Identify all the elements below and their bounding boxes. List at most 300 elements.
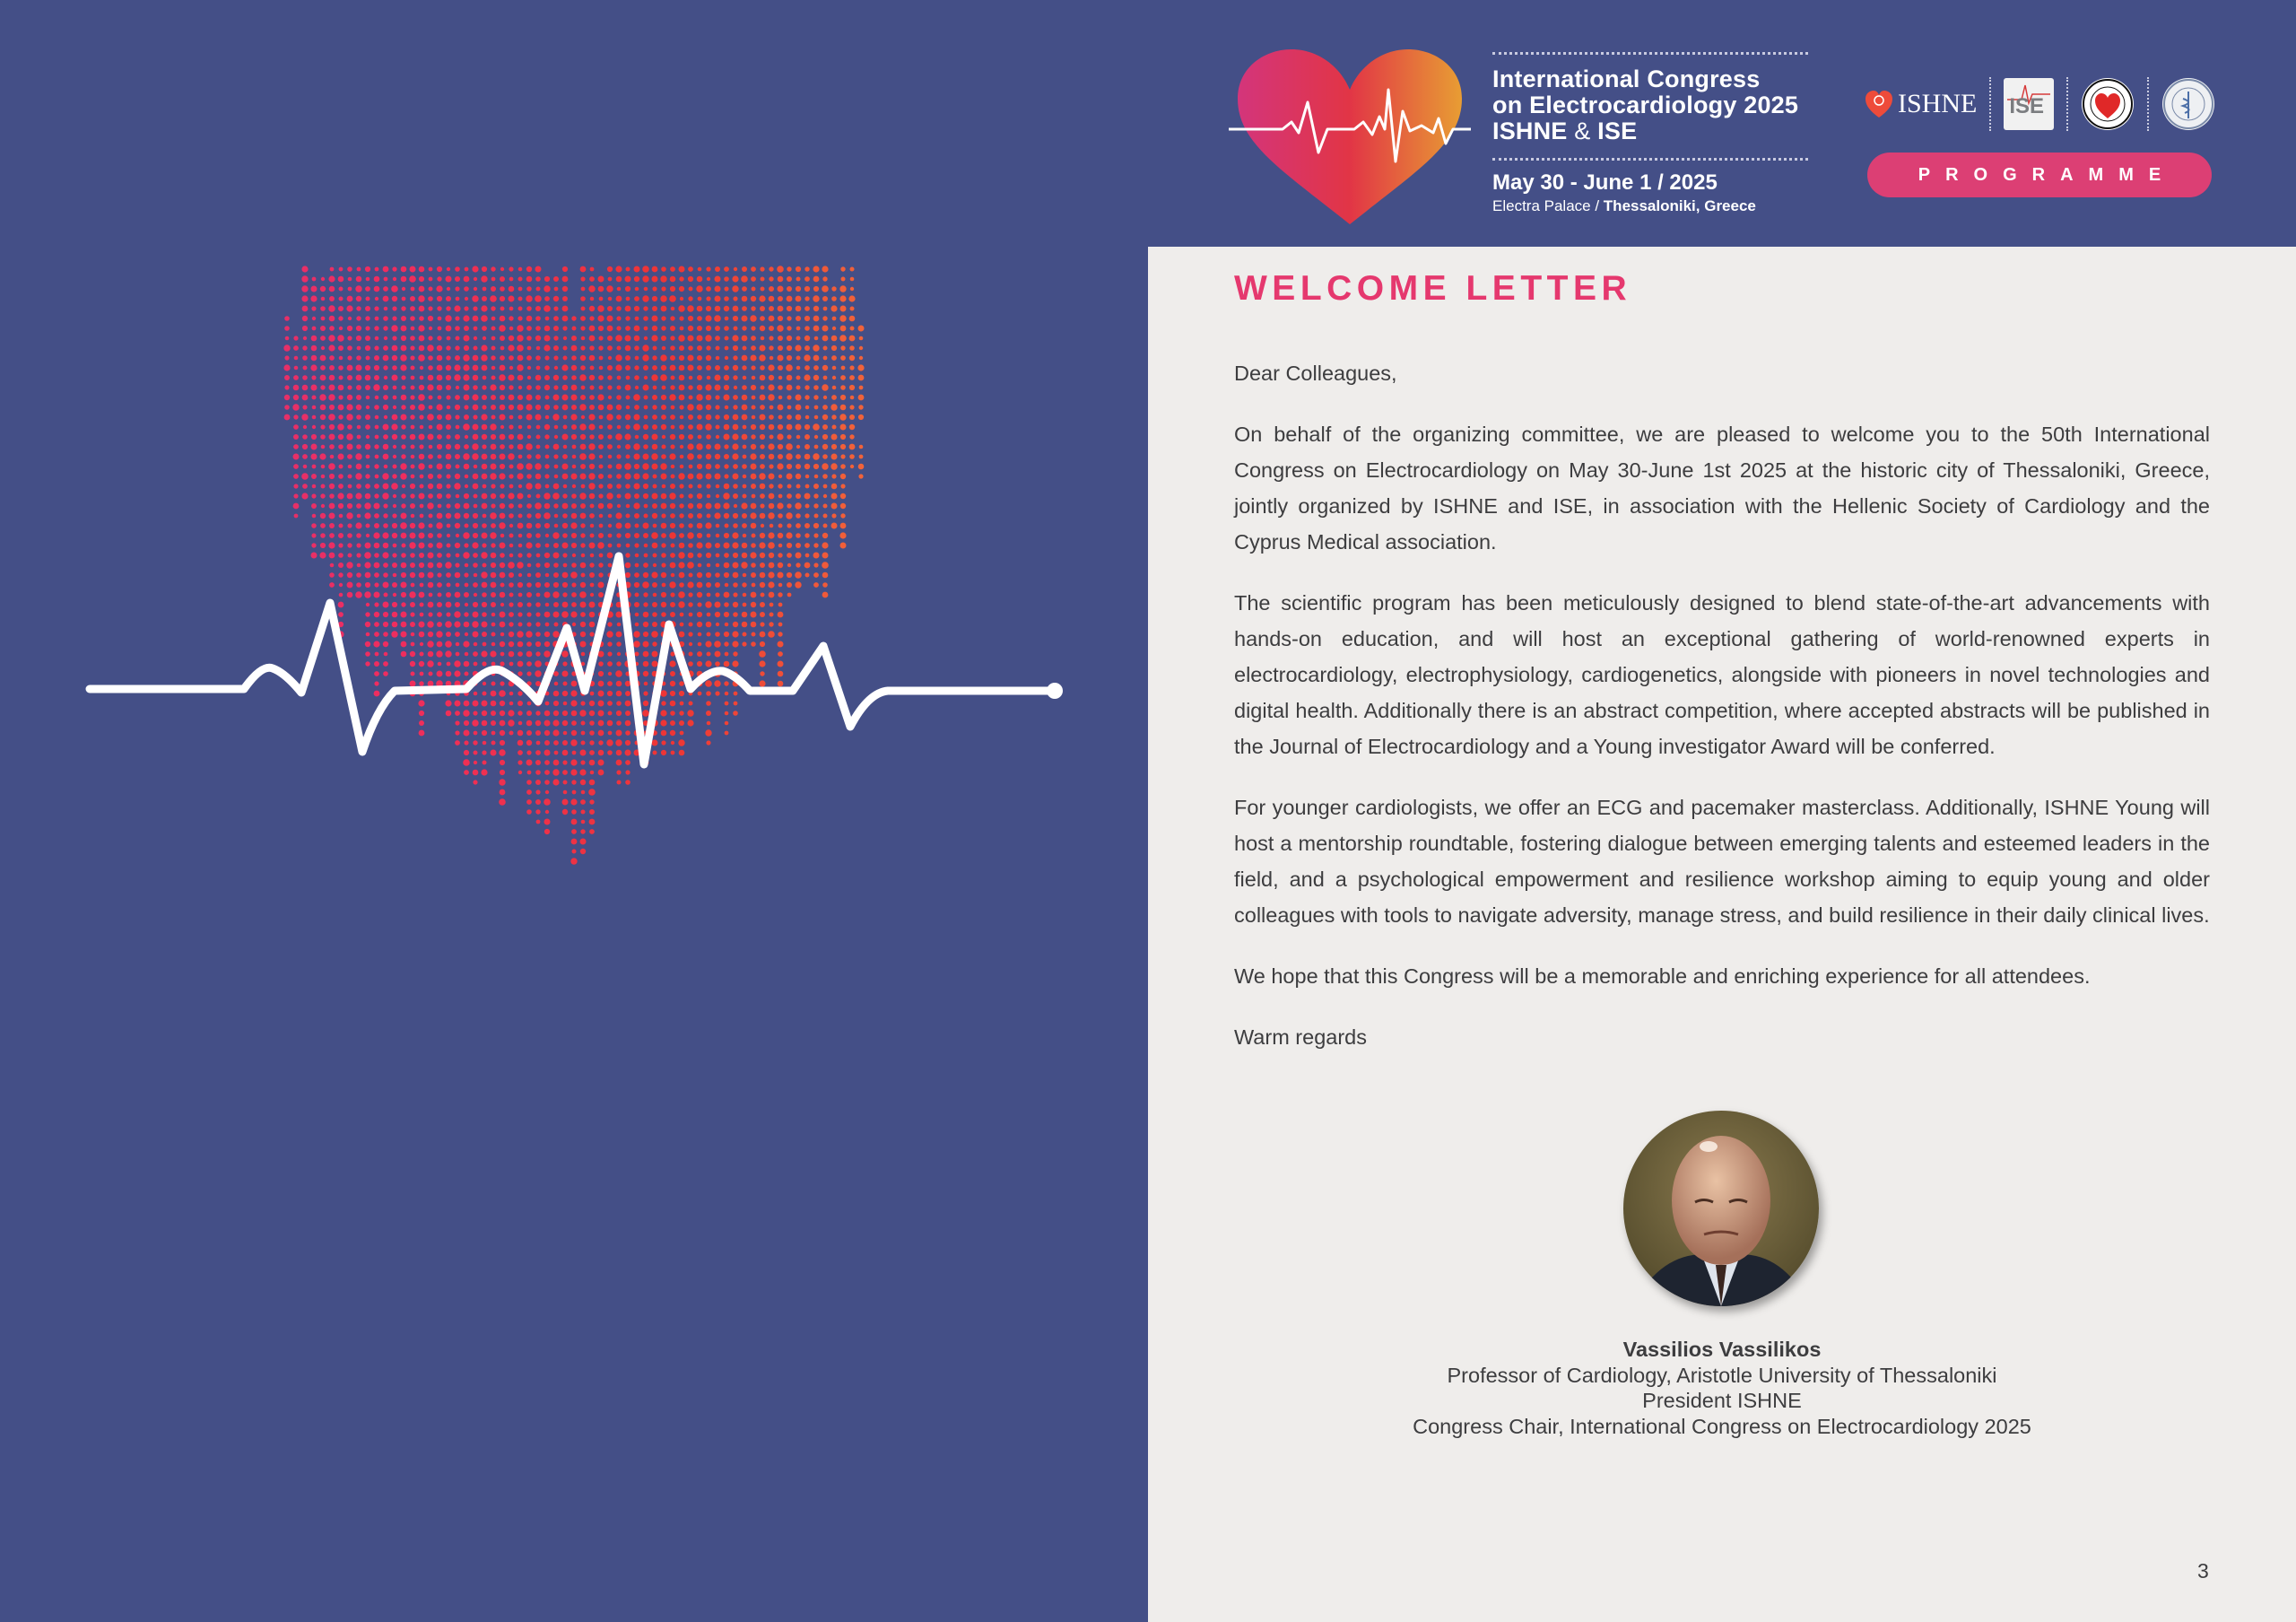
halftone-dot	[509, 593, 514, 597]
halftone-dot	[347, 355, 352, 360]
halftone-dot	[706, 405, 711, 410]
halftone-dot	[472, 394, 478, 400]
halftone-dot	[491, 731, 496, 736]
halftone-dot	[759, 660, 765, 667]
halftone-dot	[778, 603, 783, 607]
halftone-dot	[465, 632, 468, 636]
halftone-dot	[562, 760, 567, 764]
halftone-dot	[500, 612, 506, 618]
halftone-dot	[535, 405, 541, 410]
halftone-dot	[813, 375, 819, 380]
halftone-dot	[328, 414, 335, 421]
halftone-dot	[571, 819, 578, 825]
halftone-dot	[527, 366, 531, 370]
halftone-dot	[482, 602, 487, 607]
halftone-dot	[643, 572, 648, 578]
halftone-dot	[778, 583, 783, 588]
halftone-dot	[420, 514, 424, 519]
halftone-dot	[598, 336, 603, 340]
halftone-dot	[679, 365, 685, 371]
halftone-dot	[329, 523, 335, 528]
halftone-dot	[526, 780, 532, 785]
halftone-dot	[482, 296, 487, 301]
halftone-dot	[688, 296, 692, 301]
halftone-dot	[437, 612, 442, 617]
halftone-dot	[365, 365, 370, 371]
halftone-dot	[671, 741, 674, 745]
halftone-dot	[850, 396, 855, 400]
halftone-dot	[705, 641, 711, 647]
halftone-dot	[455, 503, 460, 509]
halftone-dot	[491, 454, 497, 460]
halftone-dot	[822, 533, 828, 538]
halftone-dot	[670, 266, 675, 272]
halftone-dot	[651, 453, 657, 459]
halftone-dot	[419, 562, 424, 568]
halftone-dot	[544, 523, 550, 528]
halftone-dot	[347, 296, 353, 302]
halftone-dot	[337, 493, 344, 499]
halftone-dot	[724, 602, 729, 607]
halftone-dot	[302, 326, 308, 331]
halftone-dot	[401, 395, 407, 401]
halftone-dot	[760, 484, 766, 490]
halftone-dot	[707, 593, 711, 597]
halftone-dot	[608, 672, 612, 676]
halftone-dot	[670, 730, 675, 736]
halftone-dot	[715, 414, 719, 419]
halftone-dot	[778, 533, 783, 538]
programme-button[interactable]: PROGRAMME	[1867, 153, 2212, 197]
halftone-dot	[545, 317, 550, 321]
halftone-dot	[634, 533, 639, 538]
halftone-dot	[500, 385, 505, 390]
halftone-dot	[625, 355, 631, 361]
halftone-dot	[813, 306, 819, 311]
halftone-dot	[840, 345, 845, 350]
halftone-dot	[339, 267, 344, 272]
halftone-dot	[328, 275, 335, 282]
halftone-dot	[562, 582, 568, 588]
halftone-dot	[481, 305, 487, 311]
halftone-dot	[392, 553, 396, 557]
halftone-dot	[312, 425, 316, 429]
halftone-dot	[509, 524, 513, 528]
halftone-dot	[580, 316, 586, 321]
halftone-dot	[760, 306, 765, 311]
halftone-dot	[688, 493, 692, 498]
halftone-dot	[580, 562, 587, 569]
halftone-dot	[743, 494, 747, 499]
halftone-dot	[284, 375, 290, 380]
halftone-dot	[581, 386, 586, 390]
halftone-dot	[509, 355, 514, 361]
halftone-dot	[634, 493, 639, 499]
halftone-dot	[319, 552, 326, 558]
halftone-dot	[777, 266, 784, 273]
halftone-dot	[733, 562, 739, 569]
halftone-dot	[624, 473, 631, 479]
halftone-dot	[293, 424, 299, 430]
halftone-dot	[420, 672, 424, 676]
halftone-dot	[428, 572, 434, 579]
halftone-dot	[653, 346, 657, 351]
halftone-dot	[419, 592, 425, 598]
halftone-dot	[509, 424, 513, 429]
halftone-dot	[366, 406, 370, 409]
halftone-dot	[428, 474, 433, 479]
halftone-dot	[580, 266, 587, 273]
halftone-dot	[500, 641, 505, 647]
halftone-dot	[419, 306, 425, 312]
halftone-dot	[526, 711, 532, 716]
halftone-dot	[733, 424, 739, 431]
halftone-dot	[839, 285, 846, 292]
halftone-dot	[544, 632, 550, 637]
halftone-dot	[761, 593, 765, 597]
halftone-dot	[491, 691, 497, 697]
halftone-dot	[500, 414, 506, 421]
halftone-dot	[598, 572, 603, 577]
halftone-dot	[796, 316, 801, 321]
halftone-dot	[724, 424, 730, 431]
halftone-dot	[661, 612, 666, 617]
halftone-dot	[401, 434, 406, 440]
halftone-dot	[455, 326, 460, 331]
halftone-dot	[500, 425, 504, 429]
halftone-dot	[383, 622, 388, 627]
halftone-dot	[752, 376, 756, 380]
halftone-dot	[554, 287, 559, 292]
halftone-dot	[733, 316, 738, 321]
halftone-dot	[716, 623, 719, 626]
halftone-dot	[437, 641, 443, 648]
halftone-dot	[725, 711, 729, 716]
halftone-dot	[383, 454, 389, 460]
halftone-dot	[813, 385, 819, 390]
halftone-dot	[411, 672, 415, 676]
halftone-dot	[598, 533, 604, 538]
halftone-dot	[509, 296, 515, 302]
halftone-dot	[446, 434, 450, 439]
halftone-dot	[822, 336, 829, 342]
halftone-dot	[849, 405, 854, 409]
halftone-dot	[796, 493, 801, 499]
halftone-dot	[420, 484, 424, 489]
halftone-dot	[347, 385, 352, 389]
halftone-dot	[473, 770, 479, 776]
halftone-dot	[311, 375, 316, 379]
halftone-dot	[544, 819, 551, 825]
halftone-dot	[554, 366, 558, 370]
halftone-dot	[339, 583, 343, 587]
halftone-dot	[312, 327, 317, 331]
halftone-dot	[500, 454, 506, 460]
halftone-dot	[839, 315, 846, 321]
halftone-dot	[680, 297, 683, 301]
halftone-dot	[589, 701, 595, 706]
halftone-dot	[751, 296, 756, 301]
halftone-dot	[571, 434, 577, 440]
halftone-dot	[599, 524, 604, 528]
halftone-dot	[472, 621, 478, 627]
halftone-dot	[348, 554, 352, 558]
halftone-dot	[552, 719, 559, 726]
halftone-dot	[356, 395, 361, 400]
halftone-dot	[626, 544, 631, 548]
halftone-dot	[535, 414, 542, 421]
halftone-dot	[607, 622, 612, 626]
halftone-dot	[724, 395, 730, 401]
halftone-dot	[634, 474, 640, 480]
halftone-dot	[562, 711, 568, 716]
halftone-dot	[411, 514, 415, 519]
halftone-dot	[392, 414, 398, 421]
halftone-dot	[840, 385, 846, 390]
halftone-dot	[302, 306, 309, 312]
halftone-dot	[716, 484, 720, 489]
halftone-dot	[742, 355, 748, 362]
halftone-dot	[517, 523, 524, 529]
halftone-dot	[401, 612, 407, 618]
halftone-dot	[509, 415, 514, 420]
halftone-dot	[455, 286, 459, 291]
page-title: WELCOME LETTER	[1234, 269, 1632, 308]
halftone-dot	[580, 799, 586, 805]
halftone-dot	[365, 345, 370, 351]
halftone-dot	[437, 365, 443, 371]
halftone-dot	[509, 286, 515, 292]
halftone-dot	[678, 562, 684, 568]
halftone-dot	[581, 287, 586, 292]
halftone-dot	[429, 514, 433, 519]
halftone-dot	[464, 740, 468, 745]
halftone-dot	[474, 504, 478, 509]
halftone-dot	[563, 336, 567, 340]
halftone-dot	[553, 711, 559, 716]
halftone-dot	[615, 433, 622, 440]
halftone-dot	[707, 277, 710, 281]
halftone-dot	[679, 681, 684, 686]
halftone-dot	[356, 316, 361, 320]
halftone-dot	[383, 612, 388, 617]
halftone-dot	[402, 297, 406, 301]
halftone-dot	[293, 503, 300, 510]
halftone-dot	[312, 317, 316, 320]
halftone-dot	[509, 395, 515, 401]
halftone-dot	[598, 730, 604, 737]
halftone-dot	[751, 641, 756, 647]
halftone-dot	[535, 295, 542, 302]
halftone-dot	[544, 553, 550, 558]
halftone-dot	[661, 365, 666, 371]
halftone-dot	[714, 680, 720, 686]
halftone-dot	[356, 543, 361, 547]
halftone-dot	[787, 543, 792, 548]
halftone-dot	[724, 562, 730, 569]
halftone-dot	[616, 711, 622, 716]
halftone-dot	[535, 336, 541, 341]
halftone-dot	[474, 761, 477, 764]
halftone-dot	[697, 316, 702, 321]
halftone-dot	[707, 563, 711, 568]
halftone-dot	[284, 395, 290, 400]
halftone-dot	[437, 602, 442, 607]
signatory-title: President ISHNE	[1642, 1389, 1802, 1412]
halftone-dot	[508, 562, 515, 569]
halftone-dot	[840, 454, 845, 458]
halftone-dot	[384, 376, 387, 379]
halftone-dot	[437, 671, 443, 677]
halftone-dot	[598, 286, 604, 292]
halftone-dot	[482, 582, 488, 589]
halftone-dot	[410, 414, 414, 419]
halftone-dot	[572, 850, 577, 854]
halftone-dot	[518, 287, 523, 292]
halftone-dot	[500, 543, 506, 549]
halftone-dot	[769, 414, 774, 420]
halftone-dot	[644, 554, 648, 558]
halftone-dot	[804, 493, 811, 500]
halftone-dot	[383, 326, 387, 330]
halftone-dot	[392, 296, 397, 301]
halftone-dot	[526, 671, 531, 676]
halftone-dot	[437, 424, 443, 431]
halftone-dot	[814, 475, 819, 479]
halftone-dot	[293, 414, 298, 419]
letter-paragraph: On behalf of the organizing committee, we are pleased to welcome you to the 50th International Congress on Electrocardiology on May 30-June 1st 2025 at the historic city of Thessaloniki, Greece, jointly organized by ISHNE and ISE, in association with the Hellenic Society of Cardiology and the Cyprus Medical association.	[1234, 423, 2210, 554]
halftone-dot	[356, 503, 361, 509]
halftone-dot	[365, 572, 371, 579]
halftone-dot	[320, 326, 326, 331]
halftone-dot	[669, 581, 675, 588]
congress-title-line-1: International Congress	[1492, 65, 1761, 92]
halftone-dot	[490, 532, 496, 538]
halftone-dot	[329, 405, 335, 410]
halftone-dot	[689, 396, 693, 400]
halftone-dot	[429, 267, 433, 272]
halftone-dot	[365, 444, 370, 449]
halftone-dot	[579, 769, 586, 775]
halftone-dot	[366, 524, 370, 528]
halftone-dot	[580, 365, 586, 371]
halftone-dot	[751, 622, 757, 628]
halftone-dot	[625, 306, 631, 312]
halftone-dot	[419, 720, 424, 726]
halftone-dot	[338, 503, 344, 509]
halftone-dot	[427, 641, 433, 647]
halftone-dot	[669, 660, 675, 667]
halftone-dot	[545, 544, 550, 548]
halftone-dot	[787, 464, 792, 469]
halftone-dot	[464, 385, 470, 391]
halftone-dot	[688, 316, 693, 321]
halftone-dot	[778, 641, 784, 648]
halftone-dot	[518, 534, 523, 538]
halftone-dot	[752, 534, 756, 538]
halftone-dot	[473, 740, 477, 745]
halftone-dot	[517, 631, 523, 637]
halftone-dot	[687, 719, 693, 726]
halftone-dot	[580, 533, 585, 537]
halftone-dot	[841, 366, 846, 371]
halftone-dot	[446, 464, 451, 469]
halftone-dot	[688, 424, 693, 430]
halftone-dot	[706, 414, 712, 421]
halftone-dot	[571, 730, 577, 736]
halftone-dot	[661, 326, 665, 330]
halftone-dot	[455, 405, 460, 410]
halftone-dot	[483, 682, 486, 685]
halftone-dot	[312, 406, 317, 410]
halftone-dot	[509, 632, 514, 637]
halftone-dot	[329, 365, 335, 371]
halftone-dot	[473, 523, 478, 528]
ampersand: &	[1574, 118, 1591, 144]
halftone-dot	[813, 286, 819, 292]
halftone-dot	[778, 276, 784, 283]
halftone-dot	[382, 552, 388, 558]
halftone-dot	[535, 395, 541, 400]
halftone-dot	[831, 493, 838, 500]
halftone-dot	[373, 641, 379, 647]
halftone-dot	[526, 513, 531, 518]
halftone-dot	[517, 661, 524, 667]
halftone-dot	[553, 484, 560, 490]
halftone-dot	[715, 572, 720, 578]
halftone-dot	[598, 503, 604, 510]
halftone-dot	[716, 435, 719, 439]
halftone-dot	[401, 326, 407, 332]
halftone-dot	[643, 434, 648, 440]
halftone-dot	[707, 514, 711, 519]
halftone-dot	[554, 751, 559, 755]
halftone-dot	[697, 385, 702, 390]
halftone-dot	[392, 375, 398, 381]
halftone-dot	[518, 386, 522, 389]
halftone-dot	[401, 553, 406, 558]
halftone-dot	[607, 365, 613, 371]
halftone-dot	[544, 720, 551, 727]
halftone-dot	[526, 641, 532, 647]
halftone-dot	[643, 306, 648, 310]
halftone-dot	[544, 650, 550, 657]
halftone-dot	[778, 336, 783, 341]
halftone-dot	[759, 295, 765, 301]
halftone-dot	[742, 641, 746, 646]
halftone-dot	[689, 702, 693, 706]
halftone-dot	[562, 533, 568, 538]
halftone-dot	[284, 355, 289, 360]
halftone-dot	[679, 385, 685, 391]
halftone-dot	[599, 297, 604, 301]
salutation: Dear Colleagues,	[1234, 362, 1397, 385]
halftone-dot	[446, 296, 451, 301]
halftone-dot	[294, 356, 299, 361]
halftone-dot	[813, 464, 819, 469]
halftone-dot	[393, 445, 396, 449]
halftone-dot	[706, 296, 710, 301]
halftone-dot	[849, 424, 855, 430]
halftone-dot	[545, 810, 549, 814]
halftone-dot	[653, 475, 657, 479]
halftone-dot	[840, 474, 846, 479]
halftone-dot	[329, 572, 335, 578]
halftone-dot	[570, 690, 577, 696]
halftone-dot	[607, 385, 612, 389]
halftone-dot	[329, 513, 335, 519]
halftone-dot	[383, 582, 389, 589]
